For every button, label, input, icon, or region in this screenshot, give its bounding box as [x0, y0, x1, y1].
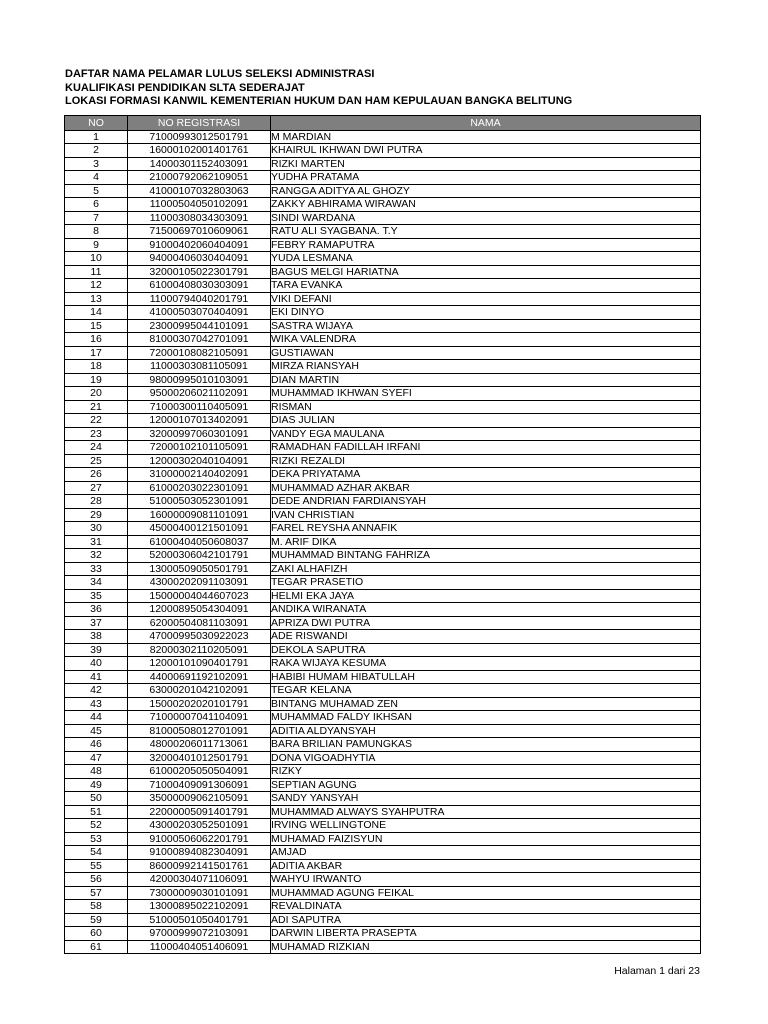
table-row: [65, 751, 701, 765]
table-row: [65, 198, 701, 212]
table-row: [65, 900, 701, 914]
row-number-cell: 24: [65, 441, 128, 455]
column-header-no: NO: [65, 116, 128, 131]
applicant-name-cell: ANDIKA WIRANATA: [271, 603, 701, 617]
applicant-name-cell: BARA BRILIAN PAMUNGKAS: [271, 738, 701, 752]
qualification-line: KUALIFIKASI PENDIDIKAN SLTA SEDERAJAT: [65, 81, 305, 94]
applicant-name-cell: VANDY EGA MAULANA: [271, 427, 701, 441]
applicant-name-cell: SEPTIAN AGUNG: [271, 778, 701, 792]
applicant-name-cell: RIZKI REZALDI: [271, 454, 701, 468]
registration-number-cell: 63000201042102091: [128, 684, 271, 698]
applicant-name-cell: RIZKY: [271, 765, 701, 779]
row-number-cell: 30: [65, 522, 128, 536]
registration-number-cell: 52000306042101791: [128, 549, 271, 563]
applicant-name-cell: M MARDIAN: [271, 130, 701, 144]
table-row: [65, 630, 701, 644]
applicant-name-cell: TEGAR KELANA: [271, 684, 701, 698]
registration-number-cell: 71000409091306091: [128, 778, 271, 792]
registration-number-cell: 94000406030404091: [128, 252, 271, 266]
table-row: [65, 495, 701, 509]
applicant-name-cell: VIKI DEFANI: [271, 292, 701, 306]
row-number-cell: 31: [65, 535, 128, 549]
registration-number-cell: 32000401012501791: [128, 751, 271, 765]
applicant-name-cell: AMJAD: [271, 846, 701, 860]
table-row: [65, 859, 701, 873]
table-row: [65, 589, 701, 603]
row-number-cell: 7: [65, 211, 128, 225]
applicant-name-cell: DEKOLA SAPUTRA: [271, 643, 701, 657]
table-row: [65, 130, 701, 144]
row-number-cell: 1: [65, 130, 128, 144]
registration-number-cell: 11000794040201791: [128, 292, 271, 306]
applicant-name-cell: DEDE ANDRIAN FARDIANSYAH: [271, 495, 701, 509]
registration-number-cell: 15000004044607023: [128, 589, 271, 603]
registration-number-cell: 11000303081105091: [128, 360, 271, 374]
applicant-name-cell: IRVING WELLINGTONE: [271, 819, 701, 833]
applicant-name-cell: FEBRY RAMAPUTRA: [271, 238, 701, 252]
applicant-name-cell: MUHAMMAD AGUNG FEIKAL: [271, 886, 701, 900]
table-row: [65, 481, 701, 495]
applicant-name-cell: M. ARIF DIKA: [271, 535, 701, 549]
registration-number-cell: 62000504081103091: [128, 616, 271, 630]
table-row: [65, 292, 701, 306]
table-row: [65, 400, 701, 414]
table-row: [65, 643, 701, 657]
table-row: [65, 805, 701, 819]
table-row: [65, 549, 701, 563]
row-number-cell: 4: [65, 171, 128, 185]
applicant-name-cell: BAGUS MELGI HARIATNA: [271, 265, 701, 279]
registration-number-cell: 97000999072103091: [128, 927, 271, 941]
row-number-cell: 26: [65, 468, 128, 482]
row-number-cell: 47: [65, 751, 128, 765]
row-number-cell: 34: [65, 576, 128, 590]
table-row: [65, 373, 701, 387]
row-number-cell: 35: [65, 589, 128, 603]
registration-number-cell: 32000997060301091: [128, 427, 271, 441]
table-row: [65, 927, 701, 941]
table-row: [65, 846, 701, 860]
row-number-cell: 27: [65, 481, 128, 495]
registration-number-cell: 71000300110405091: [128, 400, 271, 414]
registration-number-cell: 61000404050608037: [128, 535, 271, 549]
table-row: [65, 576, 701, 590]
registration-number-cell: 71000007041104091: [128, 711, 271, 725]
applicant-name-cell: MUHAMAD FAIZISYUN: [271, 832, 701, 846]
registration-number-cell: 12000895054304091: [128, 603, 271, 617]
applicant-name-cell: SANDY YANSYAH: [271, 792, 701, 806]
applicant-name-cell: TARA EVANKA: [271, 279, 701, 293]
registration-number-cell: 14000301152403091: [128, 157, 271, 171]
registration-number-cell: 43000203052501091: [128, 819, 271, 833]
applicant-name-cell: SASTRA WIJAYA: [271, 319, 701, 333]
applicant-name-cell: RAKA WIJAYA KESUMA: [271, 657, 701, 671]
table-row: [65, 171, 701, 185]
registration-number-cell: 51000501050401791: [128, 913, 271, 927]
table-row: [65, 792, 701, 806]
registration-number-cell: 22000005091401791: [128, 805, 271, 819]
row-number-cell: 43: [65, 697, 128, 711]
table-row: [65, 670, 701, 684]
row-number-cell: 54: [65, 846, 128, 860]
row-number-cell: 45: [65, 724, 128, 738]
table-row: [65, 940, 701, 954]
row-number-cell: 20: [65, 387, 128, 401]
row-number-cell: 38: [65, 630, 128, 644]
registration-number-cell: 11000504050102091: [128, 198, 271, 212]
applicant-name-cell: RAMADHAN FADILLAH IRFANI: [271, 441, 701, 455]
row-number-cell: 61: [65, 940, 128, 954]
row-number-cell: 8: [65, 225, 128, 239]
registration-number-cell: 91000402060404091: [128, 238, 271, 252]
table-row: [65, 913, 701, 927]
registration-number-cell: 71000993012501791: [128, 130, 271, 144]
registration-number-cell: 13000509050501791: [128, 562, 271, 576]
row-number-cell: 32: [65, 549, 128, 563]
registration-number-cell: 12000101090401791: [128, 657, 271, 671]
table-row: [65, 144, 701, 158]
table-row: [65, 522, 701, 536]
applicant-name-cell: MUHAMMAD BINTANG FAHRIZA: [271, 549, 701, 563]
applicant-name-cell: RANGGA ADITYA AL GHOZY: [271, 184, 701, 198]
row-number-cell: 40: [65, 657, 128, 671]
row-number-cell: 60: [65, 927, 128, 941]
applicant-name-cell: HABIBI HUMAM HIBATULLAH: [271, 670, 701, 684]
row-number-cell: 22: [65, 414, 128, 428]
registration-number-cell: 41000107032803063: [128, 184, 271, 198]
row-number-cell: 19: [65, 373, 128, 387]
applicant-name-cell: TEGAR PRASETIO: [271, 576, 701, 590]
registration-number-cell: 16000102001401761: [128, 144, 271, 158]
row-number-cell: 57: [65, 886, 128, 900]
registration-number-cell: 91000506062201791: [128, 832, 271, 846]
row-number-cell: 23: [65, 427, 128, 441]
applicant-name-cell: HELMI EKA JAYA: [271, 589, 701, 603]
document-title: DAFTAR NAMA PELAMAR LULUS SELEKSI ADMINISTRASI: [65, 68, 375, 80]
table-row: [65, 535, 701, 549]
applicant-name-cell: MUHAMMAD IKHWAN SYEFI: [271, 387, 701, 401]
registration-number-cell: 47000995030922023: [128, 630, 271, 644]
table-row: [65, 225, 701, 239]
registration-number-cell: 21000792062109051: [128, 171, 271, 185]
registration-number-cell: 42000304071106091: [128, 873, 271, 887]
table-row: [65, 468, 701, 482]
table-row: [65, 346, 701, 360]
registration-number-cell: 11000308034303091: [128, 211, 271, 225]
table-row: [65, 697, 701, 711]
registration-number-cell: 72000108082105091: [128, 346, 271, 360]
row-number-cell: 33: [65, 562, 128, 576]
applicant-name-cell: DIAS JULIAN: [271, 414, 701, 428]
table-row: [65, 252, 701, 266]
row-number-cell: 14: [65, 306, 128, 320]
applicant-name-cell: YUDHA PRATAMA: [271, 171, 701, 185]
registration-number-cell: 61000205050504091: [128, 765, 271, 779]
page-number: Halaman 1 dari 23: [614, 965, 700, 977]
table-body: [65, 130, 701, 954]
applicant-name-cell: FAREL REYSHA ANNAFIK: [271, 522, 701, 536]
registration-number-cell: 51000503052301091: [128, 495, 271, 509]
applicant-table: [64, 115, 701, 954]
row-number-cell: 29: [65, 508, 128, 522]
applicant-name-cell: DEKA PRIYATAMA: [271, 468, 701, 482]
table-row: [65, 873, 701, 887]
registration-number-cell: 98000995010103091: [128, 373, 271, 387]
registration-number-cell: 44000691192102091: [128, 670, 271, 684]
applicant-name-cell: APRIZA DWI PUTRA: [271, 616, 701, 630]
row-number-cell: 58: [65, 900, 128, 914]
row-number-cell: 25: [65, 454, 128, 468]
registration-number-cell: 72000102101105091: [128, 441, 271, 455]
applicant-name-cell: WAHYU IRWANTO: [271, 873, 701, 887]
applicant-name-cell: WIKA VALENDRA: [271, 333, 701, 347]
applicant-name-cell: EKI DINYO: [271, 306, 701, 320]
table-row: [65, 832, 701, 846]
applicant-name-cell: RATU ALI SYAGBANA. T.Y: [271, 225, 701, 239]
table-row: [65, 333, 701, 347]
row-number-cell: 9: [65, 238, 128, 252]
registration-number-cell: 61000408030303091: [128, 279, 271, 293]
registration-number-cell: 12000302040104091: [128, 454, 271, 468]
table-row: [65, 238, 701, 252]
registration-number-cell: 11000404051406091: [128, 940, 271, 954]
row-number-cell: 16: [65, 333, 128, 347]
table-row: [65, 711, 701, 725]
applicant-name-cell: DONA VIGOADHYTIA: [271, 751, 701, 765]
registration-number-cell: 32000105022301791: [128, 265, 271, 279]
table-row: [65, 616, 701, 630]
applicant-name-cell: GUSTIAWAN: [271, 346, 701, 360]
row-number-cell: 44: [65, 711, 128, 725]
row-number-cell: 37: [65, 616, 128, 630]
registration-number-cell: 95000206021102091: [128, 387, 271, 401]
registration-number-cell: 48000206011713061: [128, 738, 271, 752]
applicant-name-cell: MUHAMAD RIZKIAN: [271, 940, 701, 954]
table-row: [65, 562, 701, 576]
registration-number-cell: 23000995044101091: [128, 319, 271, 333]
table-row: [65, 157, 701, 171]
applicant-name-cell: SINDI WARDANA: [271, 211, 701, 225]
table-row: [65, 306, 701, 320]
table-row: [65, 508, 701, 522]
row-number-cell: 50: [65, 792, 128, 806]
applicant-name-cell: IVAN CHRISTIAN: [271, 508, 701, 522]
applicant-name-cell: ADITIA AKBAR: [271, 859, 701, 873]
row-number-cell: 10: [65, 252, 128, 266]
applicant-name-cell: ZAKI ALHAFIZH: [271, 562, 701, 576]
registration-number-cell: 12000107013402091: [128, 414, 271, 428]
location-line: LOKASI FORMASI KANWIL KEMENTERIAN HUKUM DAN HAM KEPULAUAN BANGKA BELITUNG: [65, 95, 573, 107]
applicant-name-cell: MUHAMMAD FALDY IKHSAN: [271, 711, 701, 725]
row-number-cell: 17: [65, 346, 128, 360]
registration-number-cell: 71500697010609061: [128, 225, 271, 239]
registration-number-cell: 15000202020101791: [128, 697, 271, 711]
document-header: [65, 68, 572, 109]
table-row: [65, 657, 701, 671]
applicant-name-cell: ADI SAPUTRA: [271, 913, 701, 927]
row-number-cell: 49: [65, 778, 128, 792]
registration-number-cell: 35000009062105091: [128, 792, 271, 806]
registration-number-cell: 61000203022301091: [128, 481, 271, 495]
applicant-name-cell: MIRZA RIANSYAH: [271, 360, 701, 374]
table-row: [65, 387, 701, 401]
table-header-row: [65, 116, 701, 131]
column-header-registration: NO REGISTRASI: [128, 116, 271, 131]
applicant-name-cell: MUHAMMAD ALWAYS SYAHPUTRA: [271, 805, 701, 819]
applicant-name-cell: RIZKI MARTEN: [271, 157, 701, 171]
row-number-cell: 3: [65, 157, 128, 171]
table-row: [65, 778, 701, 792]
applicant-name-cell: MUHAMMAD AZHAR AKBAR: [271, 481, 701, 495]
row-number-cell: 52: [65, 819, 128, 833]
registration-number-cell: 31000002140402091: [128, 468, 271, 482]
table-row: [65, 603, 701, 617]
table-row: [65, 886, 701, 900]
applicant-name-cell: RISMAN: [271, 400, 701, 414]
row-number-cell: 46: [65, 738, 128, 752]
row-number-cell: 6: [65, 198, 128, 212]
registration-number-cell: 81000508012701091: [128, 724, 271, 738]
row-number-cell: 41: [65, 670, 128, 684]
applicant-name-cell: BINTANG MUHAMAD ZEN: [271, 697, 701, 711]
table-row: [65, 724, 701, 738]
table-row: [65, 819, 701, 833]
row-number-cell: 59: [65, 913, 128, 927]
registration-number-cell: 41000503070404091: [128, 306, 271, 320]
row-number-cell: 18: [65, 360, 128, 374]
row-number-cell: 13: [65, 292, 128, 306]
table-row: [65, 211, 701, 225]
row-number-cell: 36: [65, 603, 128, 617]
row-number-cell: 12: [65, 279, 128, 293]
table-row: [65, 414, 701, 428]
table-row: [65, 360, 701, 374]
row-number-cell: 21: [65, 400, 128, 414]
row-number-cell: 51: [65, 805, 128, 819]
table-row: [65, 454, 701, 468]
registration-number-cell: 86000992141501761: [128, 859, 271, 873]
table-row: [65, 265, 701, 279]
table-row: [65, 319, 701, 333]
registration-number-cell: 73000009030101091: [128, 886, 271, 900]
applicant-name-cell: ADE RISWANDI: [271, 630, 701, 644]
registration-number-cell: 13000895022102091: [128, 900, 271, 914]
table-row: [65, 427, 701, 441]
applicant-name-cell: REVALDINATA: [271, 900, 701, 914]
applicant-name-cell: DARWIN LIBERTA PRASEPTA: [271, 927, 701, 941]
applicant-name-cell: ADITIA ALDYANSYAH: [271, 724, 701, 738]
registration-number-cell: 81000307042701091: [128, 333, 271, 347]
registration-number-cell: 91000894082304091: [128, 846, 271, 860]
row-number-cell: 2: [65, 144, 128, 158]
row-number-cell: 11: [65, 265, 128, 279]
table-row: [65, 765, 701, 779]
row-number-cell: 5: [65, 184, 128, 198]
registration-number-cell: 82000302110205091: [128, 643, 271, 657]
row-number-cell: 53: [65, 832, 128, 846]
row-number-cell: 48: [65, 765, 128, 779]
applicant-name-cell: YUDA LESMANA: [271, 252, 701, 266]
row-number-cell: 15: [65, 319, 128, 333]
row-number-cell: 56: [65, 873, 128, 887]
applicant-name-cell: DIAN MARTIN: [271, 373, 701, 387]
row-number-cell: 55: [65, 859, 128, 873]
row-number-cell: 39: [65, 643, 128, 657]
column-header-name: NAMA: [271, 116, 701, 131]
row-number-cell: 42: [65, 684, 128, 698]
registration-number-cell: 43000202091103091: [128, 576, 271, 590]
row-number-cell: 28: [65, 495, 128, 509]
table-row: [65, 184, 701, 198]
applicant-name-cell: KHAIRUL IKHWAN DWI PUTRA: [271, 144, 701, 158]
registration-number-cell: 16000009081101091: [128, 508, 271, 522]
table-row: [65, 684, 701, 698]
table-row: [65, 738, 701, 752]
registration-number-cell: 45000400121501091: [128, 522, 271, 536]
table-row: [65, 441, 701, 455]
table-row: [65, 279, 701, 293]
applicant-name-cell: ZAKKY ABHIRAMA WIRAWAN: [271, 198, 701, 212]
